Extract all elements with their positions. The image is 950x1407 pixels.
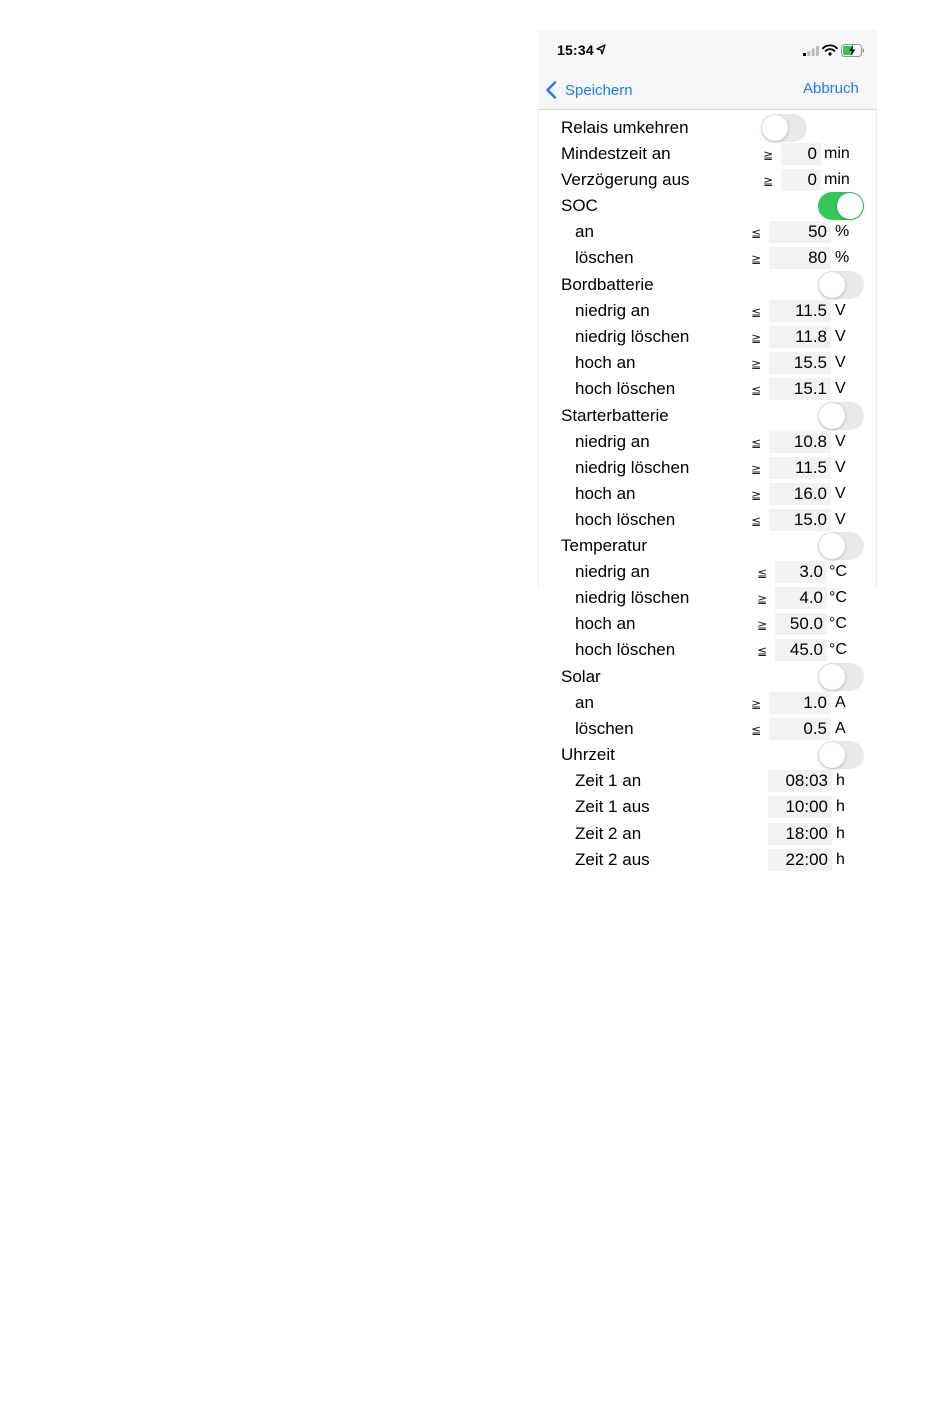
unit-label: °C [829,641,847,658]
temp-niedrig-loeschen-label: niedrig löschen [575,588,690,607]
operator-symbol: ≦ [751,723,762,737]
back-save-button[interactable] [545,78,633,102]
solar-an-label: an [575,693,594,712]
toggle-knob [837,193,863,219]
operator-symbol: ≦ [757,644,768,658]
soc-loeschen-label: löschen [575,248,634,267]
operator-symbol: ≧ [757,618,768,632]
back-button-label: Speichern [565,81,633,99]
bordbatterie-label: Bordbatterie [561,275,654,294]
start-niedrig-an-input[interactable]: 10.8 [769,431,831,453]
zeit1-an-input[interactable]: 08:03 [768,770,832,792]
unit-label: % [835,223,850,240]
temp-hoch-loeschen-input[interactable]: 45.0 [775,639,827,661]
unit-label: h [836,851,845,868]
mindestzeit-an-input[interactable]: 0 [781,143,821,165]
temperatur-label: Temperatur [561,536,647,555]
zeit2-an-label: Zeit 2 an [575,824,642,843]
starterbatterie-toggle[interactable] [818,402,864,430]
unit-label: V [835,380,846,397]
operator-symbol: ≧ [763,148,774,162]
temp-niedrig-an-label: niedrig an [575,562,650,581]
operator-symbol: ≧ [751,462,762,476]
unit-label: h [836,772,845,789]
unit-label: °C [829,589,847,606]
toggle-knob [819,664,845,690]
bord-hoch-loeschen-input[interactable]: 15.1 [769,378,831,400]
location-arrow-icon [596,44,606,55]
bord-niedrig-loeschen-label: niedrig löschen [575,327,690,346]
operator-symbol: ≧ [757,592,768,606]
soc-an-input[interactable]: 50 [769,221,831,243]
temp-hoch-an-input[interactable]: 50.0 [775,613,827,635]
operator-symbol: ≦ [751,436,762,450]
temp-niedrig-an-input[interactable]: 3.0 [775,561,827,583]
solar-loeschen-input[interactable]: 0.5 [769,718,831,740]
unit-label: % [835,249,850,266]
unit-label: min [824,145,850,162]
operator-symbol: ≦ [751,305,762,319]
unit-label: h [836,798,845,815]
zeit2-aus-input[interactable]: 22:00 [768,849,832,871]
zeit1-aus-label: Zeit 1 aus [575,797,650,816]
operator-symbol: ≧ [751,488,762,502]
operator-symbol: ≦ [757,566,768,580]
unit-label: V [835,459,846,476]
mindestzeit-an-label: Mindestzeit an [561,144,671,163]
start-hoch-loeschen-input[interactable]: 15.0 [769,509,831,531]
unit-label: V [835,511,846,528]
start-niedrig-an-label: niedrig an [575,432,650,451]
cellular-signal-icon [803,45,819,56]
operator-symbol: ≧ [751,357,762,371]
starterbatterie-label: Starterbatterie [561,406,669,425]
bord-niedrig-an-input[interactable]: 11.5 [769,300,831,322]
toggle-knob [819,533,845,559]
operator-symbol: ≧ [751,697,762,711]
temp-hoch-loeschen-label: hoch löschen [575,640,676,659]
toggle-knob [819,403,845,429]
bord-niedrig-an-label: niedrig an [575,301,650,320]
unit-label: V [835,302,846,319]
list-edge-left [538,110,539,587]
operator-symbol: ≧ [751,252,762,266]
start-hoch-an-label: hoch an [575,484,636,503]
unit-label: h [836,825,845,842]
bordbatterie-toggle[interactable] [818,271,864,299]
bord-hoch-loeschen-label: hoch löschen [575,379,676,398]
relais-umkehren-toggle[interactable] [761,114,807,142]
bord-hoch-an-label: hoch an [575,353,636,372]
temperatur-toggle[interactable] [818,532,864,560]
uhrzeit-label: Uhrzeit [561,745,615,764]
verzoegerung-aus-input[interactable]: 0 [781,169,821,191]
soc-loeschen-input[interactable]: 80 [769,247,831,269]
list-edge-right [876,110,877,587]
cancel-button[interactable]: Abbruch [803,80,859,97]
toggle-knob [819,272,845,298]
temp-hoch-an-label: hoch an [575,614,636,633]
toggle-knob [762,115,788,141]
start-hoch-loeschen-label: hoch löschen [575,510,676,529]
unit-label: A [835,694,846,711]
battery-charging-icon [841,44,865,57]
verzoegerung-aus-label: Verzögerung aus [561,170,690,189]
solar-toggle[interactable] [818,663,864,691]
solar-label: Solar [561,667,601,686]
zeit1-an-label: Zeit 1 an [575,771,642,790]
chevron-left-icon [545,81,557,99]
uhrzeit-toggle[interactable] [818,741,864,769]
unit-label: °C [829,615,847,632]
start-niedrig-loeschen-label: niedrig löschen [575,458,690,477]
solar-an-input[interactable]: 1.0 [769,692,831,714]
unit-label: V [835,328,846,345]
unit-label: A [835,720,846,737]
solar-loeschen-label: löschen [575,719,634,738]
soc-label: SOC [561,196,598,215]
soc-toggle[interactable] [818,192,864,220]
operator-symbol: ≦ [751,514,762,528]
zeit1-aus-input[interactable]: 10:00 [768,796,832,818]
unit-label: V [835,485,846,502]
start-hoch-an-input[interactable]: 16.0 [769,483,831,505]
wifi-icon [822,44,838,56]
bord-niedrig-loeschen-input[interactable]: 11.8 [769,326,831,348]
unit-label: V [835,433,846,450]
operator-symbol: ≦ [751,226,762,240]
status-time: 15:34 [557,42,594,58]
zeit2-an-input[interactable]: 18:00 [768,823,832,845]
start-niedrig-loeschen-input[interactable]: 11.5 [769,457,831,479]
unit-label: °C [829,563,847,580]
bord-hoch-an-input[interactable]: 15.5 [769,352,831,374]
relais-umkehren-label: Relais umkehren [561,118,689,137]
operator-symbol: ≧ [763,174,774,188]
unit-label: min [824,171,850,188]
soc-an-label: an [575,222,594,241]
toggle-knob [819,742,845,768]
temp-niedrig-loeschen-input[interactable]: 4.0 [775,587,827,609]
zeit2-aus-label: Zeit 2 aus [575,850,650,869]
operator-symbol: ≧ [751,331,762,345]
operator-symbol: ≦ [751,383,762,397]
unit-label: V [835,354,846,371]
